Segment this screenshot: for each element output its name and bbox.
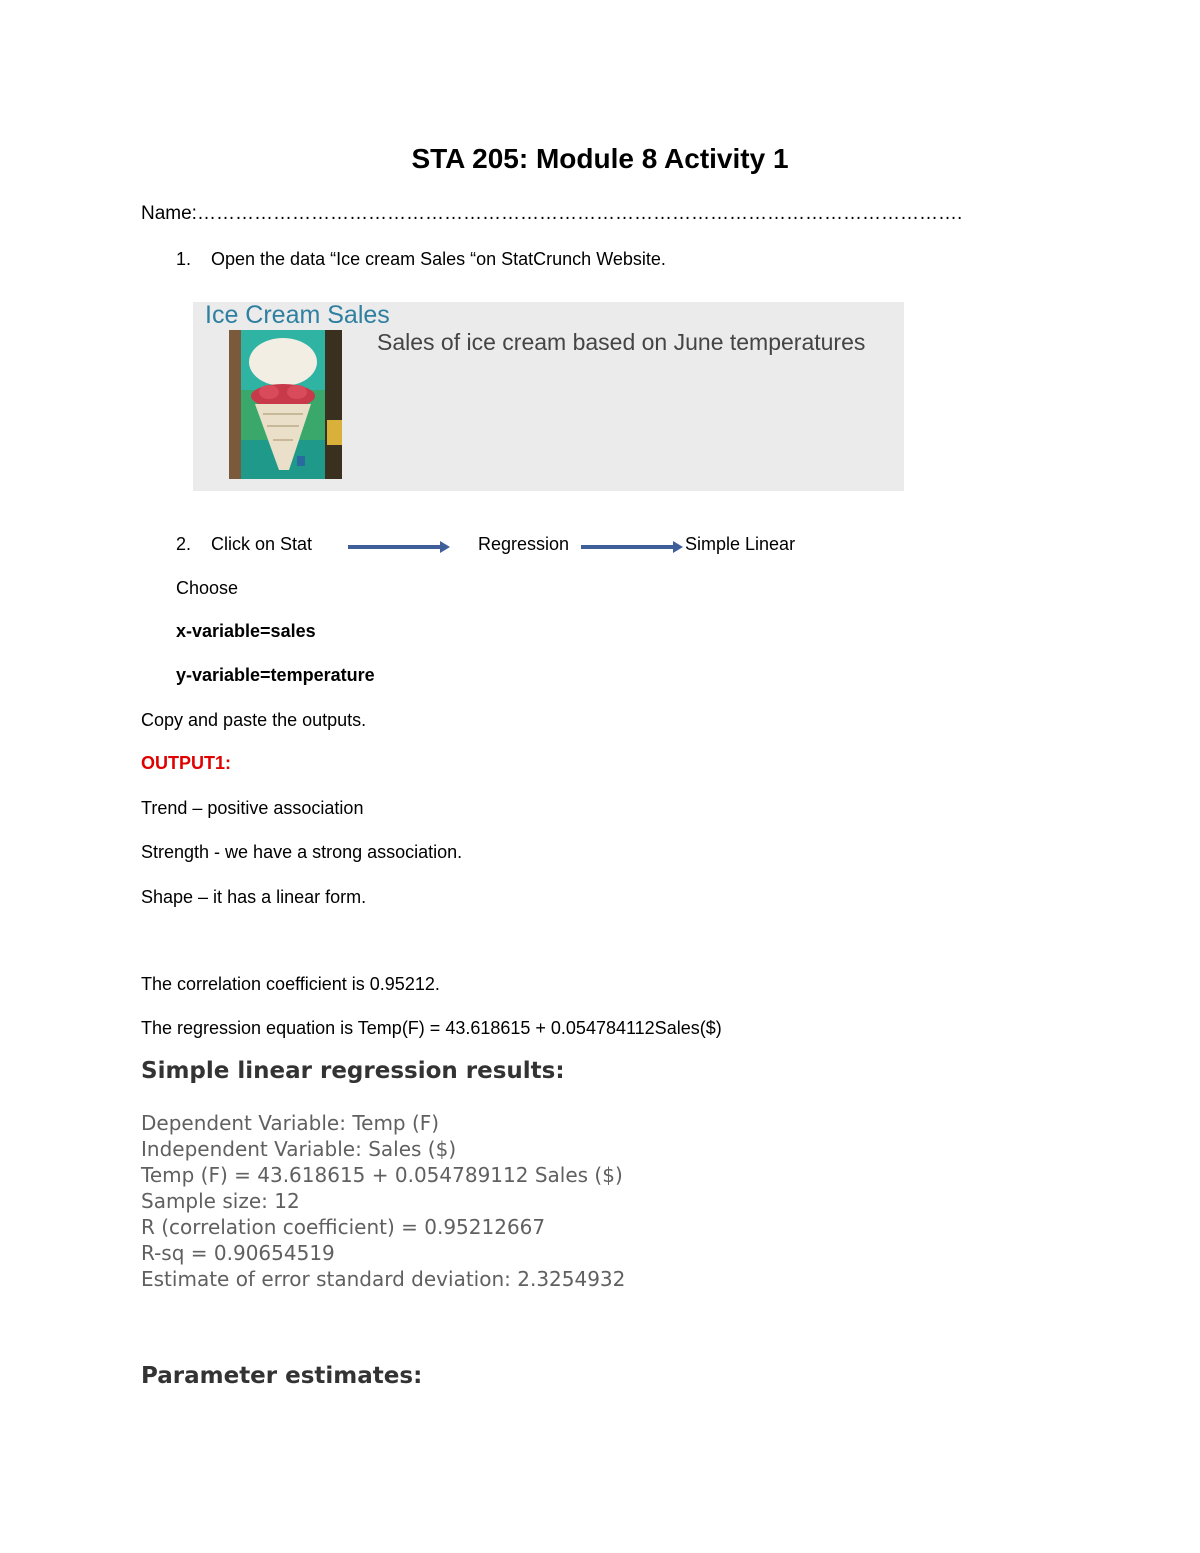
dataset-card-description: Sales of ice cream based on June temperatures: [377, 329, 866, 355]
step-1-text: Open the data “Ice cream Sales “on StatCrunch Website.: [211, 249, 666, 269]
copy-paste-instruction: Copy and paste the outputs.: [141, 710, 367, 730]
page-title: STA 205: Module 8 Activity 1: [411, 143, 789, 174]
result-line: R (correlation coefficient) = 0.95212667: [141, 1215, 546, 1239]
result-line: Temp (F) = 43.618615 + 0.054789112 Sales ($): [141, 1163, 623, 1187]
dataset-card: [193, 302, 904, 491]
result-line: R-sq = 0.90654519: [141, 1241, 335, 1265]
result-line: Independent Variable: Sales ($): [141, 1137, 457, 1161]
correlation-text: The correlation coefficient is 0.95212.: [141, 974, 440, 994]
regression-equation-text: The regression equation is Temp(F) = 43.618615 + 0.054784112Sales($): [141, 1018, 722, 1038]
step-2-simple-linear-text: Simple Linear: [685, 534, 796, 554]
result-line: Estimate of error standard deviation: 2.3254932: [141, 1267, 626, 1291]
strength-text: Strength - we have a strong association.: [141, 842, 463, 862]
step-2-regression-text: Regression: [478, 534, 570, 554]
ice-cream-quilt-image: [229, 330, 342, 479]
arrow-right-icon: [581, 538, 685, 556]
result-line: Dependent Variable: Temp (F): [141, 1111, 440, 1135]
step-2-number: 2.: [176, 534, 192, 554]
step-2-click-text: Click on Stat: [211, 534, 313, 554]
shape-text: Shape – it has a linear form.: [141, 887, 367, 907]
parameter-estimates-heading: Parameter estimates:: [141, 1363, 423, 1389]
choose-label: Choose: [176, 578, 239, 598]
name-field-label: Name:………………………………………………………………………………………………………….: [141, 203, 963, 224]
results-heading: Simple linear regression results:: [141, 1058, 565, 1084]
trend-text: Trend – positive association: [141, 798, 364, 818]
y-variable-text: y-variable=temperature: [176, 665, 375, 685]
output-label: OUTPUT1:: [141, 753, 231, 773]
step-1-number: 1.: [176, 249, 192, 269]
dataset-card-title: Ice Cream Sales: [205, 301, 390, 329]
arrow-right-icon: [348, 538, 452, 556]
result-line: Sample size: 12: [141, 1189, 300, 1213]
x-variable-text: x-variable=sales: [176, 621, 316, 641]
